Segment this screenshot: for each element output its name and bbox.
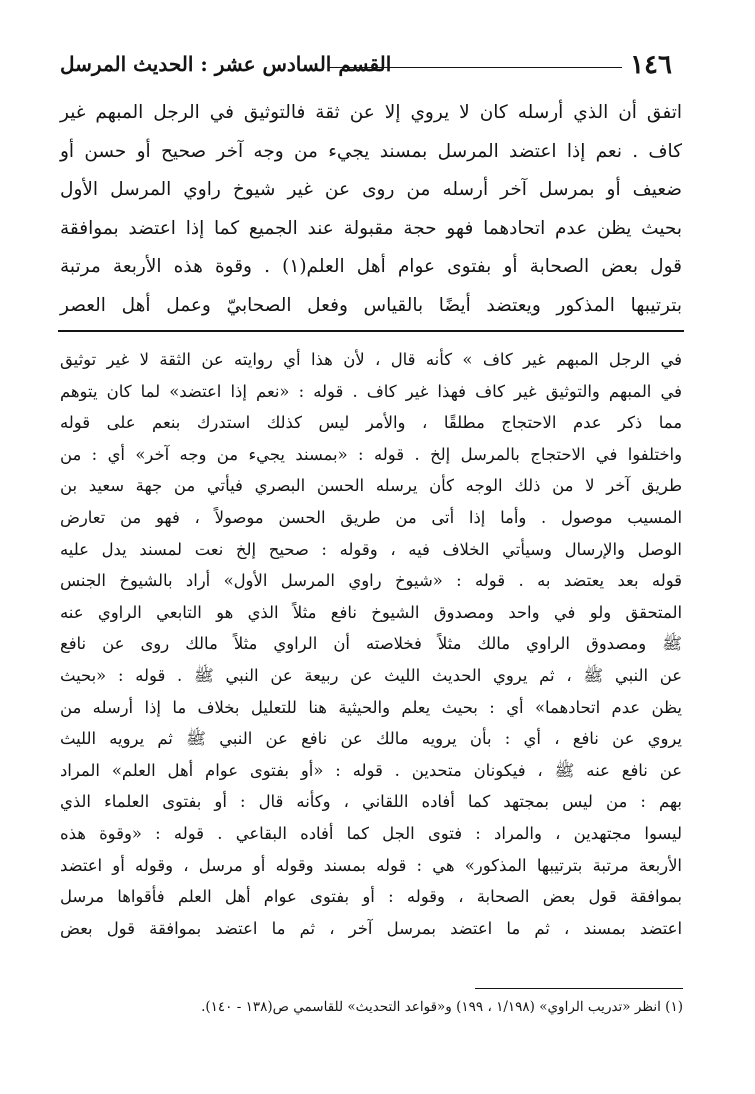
page-number: ١٤٦ [630, 50, 672, 80]
commentary [60, 344, 682, 944]
commentary-line: المتحقق ولو في واحد ومصدوق الشيوخ نافع مثلاً الذي هو التابعي الراوي عنه [60, 602, 682, 622]
main-text-line: ضعيف أو بمرسل آخر أرسله من روى عن غير شيوخ راوي المرسل الأول [60, 179, 682, 200]
main-text-line: اتفق أن الذي أرسله كان لا يروي إلا عن ثقة فالتوثيق في الرجل المبهم غير [60, 102, 682, 123]
commentary-line: ﷺ ومصدوق الراوي مالك مثلاً فخلاصته أن الراوي مثلاً مالك روى عن نافع [60, 634, 682, 654]
main-text-line: كاف . نعم إذا اعتضد المرسل بمسند يجيء من وجه آخر صحيح أو حسن أو [60, 140, 682, 162]
commentary-line: عن النبي ﷺ ، ثم يروي الحديث الليث عن ربيعة عن النبي ﷺ . قوله : «بحيث [60, 665, 682, 685]
commentary-line: المسيب موصول . وأما إذا أتى من طريق الحسن موصولاً ، فهو من تعارض [60, 507, 682, 527]
commentary-line: واختلفوا في الاحتجاج بالمرسل إلخ . قوله : «بمسند يجيء من وجه آخر» أي : من [60, 444, 682, 464]
page-header [60, 50, 680, 86]
main-text-line: بترتيبها المذكور ويعتضد أيضًا بالقياس وفعل الصحابيّ وعمل أهل العصر [60, 294, 682, 316]
commentary-line: يظن عدم اتحادهما» أي : بحيث يعلم والحيثية هنا للتعليل بخلاف ما إذا أرسله من [60, 697, 682, 717]
commentary-line: اعتضد بمسند ، ثم ما اعتضد بمرسل آخر ، ثم ما اعتضد بموافقة قول بعض [60, 918, 682, 938]
commentary-line: مما ذكر عدم الاحتجاج مطلقًا ، والأمر ليس كذلك استدرك بنعم على قوله [60, 413, 682, 433]
commentary-line: عن نافع عنه ﷺ ، فيكونان متحدين . قوله : «أو بفتوى عوام أهل العلم» المراد [60, 760, 682, 780]
commentary-line: الأربعة مرتبة بترتيبها المذكور» هي : قوله بمسند وقوله أو مرسل ، وقوله أو اعتضد [60, 855, 682, 875]
commentary-line: الوصل والإرسال وسيأتي الخلاف فيه ، وقوله : صحيح إلخ نعت لمسند يدل عليه [60, 539, 682, 559]
main-text [60, 94, 682, 325]
section-divider [58, 330, 684, 332]
commentary-line: قوله بعد يعتضد به . قوله : «شيوخ راوي المرسل الأول» أراد بالشيوخ الجنس [60, 571, 682, 591]
running-title: القسم السادس عشر : الحديث المرسل [60, 52, 392, 76]
commentary-line: بهم : من ليس بمجتهد كما أفاده اللقاني ، وكأنه قال : أو بفتوى العلماء الذي [60, 792, 682, 812]
commentary-line: طريق آخر لا من ذلك الوجه كأن يرسله الحسن البصري فيأتي من جهة سعيد بن [60, 476, 682, 496]
footnote-divider [475, 988, 683, 989]
main-text-line: قول بعض الصحابة أو بفتوى عوام أهل العلم(١) . وقوة هذه الأربعة مرتبة [60, 256, 682, 277]
footnote: (١) انظر «تدريب الراوي» (١/١٩٨ ، ١٩٩) و«قواعد التحديث» للقاسمي ص(١٣٨ - ١٤٠). [201, 999, 683, 1015]
commentary-line: في الرجل المبهم غير كاف » كأنه قال ، لأن هذا أي روايته عن الثقة لا غير توثيق [60, 350, 682, 369]
main-text-line: بحيث يظن عدم اتحادهما فهو حجة مقبولة عند الجميع كما إذا اعتضد بموافقة [60, 217, 682, 239]
commentary-line: في المبهم والتوثيق غير كاف فهذا غير كاف . قوله : «نعم إذا اعتضد» لما كان يتوهم [60, 381, 682, 401]
commentary-line: يروي عن نافع ، أي : بأن يرويه مالك عن نافع عن النبي ﷺ ثم يرويه الليث [60, 729, 682, 749]
commentary-line: بموافقة قول بعض الصحابة ، وقوله : أو بفتوى عوام أهل العلم فأقواها مرسل [60, 887, 682, 907]
commentary-line: ليسوا مجتهدين ، والمراد : فتوى الجل كما أفاده البقاعي . قوله : «وقوة هذه [60, 823, 682, 843]
